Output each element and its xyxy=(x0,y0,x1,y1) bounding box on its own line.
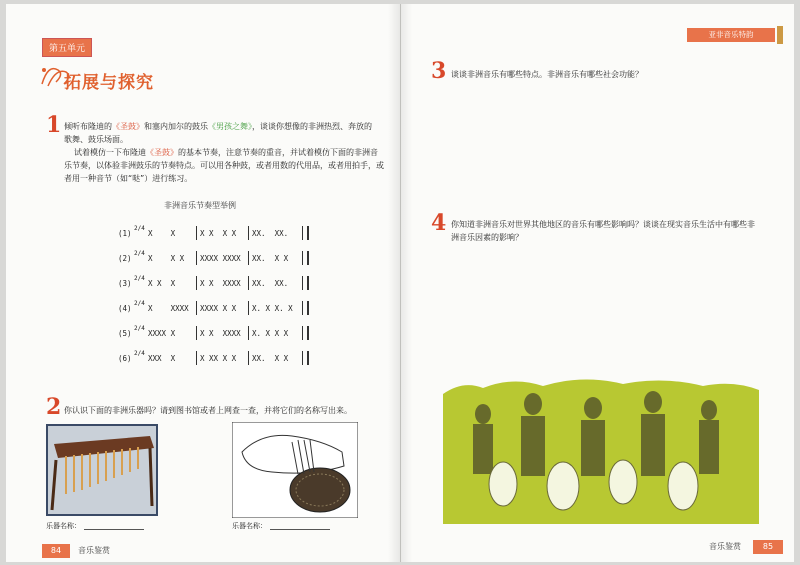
page-number-left: 84 xyxy=(42,544,70,558)
bar-line xyxy=(196,301,197,315)
measure-3: XX. X X xyxy=(252,254,289,263)
measure-3: XX. XX. xyxy=(252,279,289,288)
instrument-2-label: 乐器名称： xyxy=(232,522,267,530)
question-1-text: 倾听布隆迪的《圣鼓》和塞内加尔的鼓乐《男孩之舞》，谈谈你想像的非洲热烈、奔放的 歌舞、鼓乐场面。 试着模仿一下布隆迪《圣鼓》的基本节奏，注意节奏的重音，并试着模仿下面的非洲音 乐节奏，以体验非洲鼓乐的节奏特点。可以用各种鼓，或者用数的代用品，或者用拍手，或 者用一种音节（如“哒”）进行练习。 xyxy=(64,122,384,183)
measure-1: XXX X xyxy=(148,354,176,363)
right-page xyxy=(401,4,794,562)
question-2-text: 你认识下面的非洲乐器吗？请到图书馆或者上网查一查，并将它们的名称写出来。 xyxy=(64,406,352,415)
time-signature: 2/4 xyxy=(134,250,145,257)
measure-1: X XXXX xyxy=(148,304,189,313)
time-signature: 2/4 xyxy=(134,225,145,232)
section-title: 拓展与探究 xyxy=(64,73,154,93)
book-title-right: 音乐鉴赏 xyxy=(709,542,741,551)
time-signature: 2/4 xyxy=(134,350,145,357)
rhythm-row-label: (2) xyxy=(118,254,132,263)
marimba-image xyxy=(46,424,158,516)
bar-line xyxy=(196,276,197,290)
final-bar-line xyxy=(302,326,309,340)
bar-line xyxy=(248,276,249,290)
measure-3: XX. X X xyxy=(252,354,289,363)
page-number-right: 85 xyxy=(753,540,783,554)
rhythm-row xyxy=(118,226,318,240)
instrument-2-blank[interactable] xyxy=(270,528,330,530)
measure-2: X X XXXX xyxy=(200,329,241,338)
measure-3: X. X X X xyxy=(252,329,289,338)
final-bar-line xyxy=(302,351,309,365)
final-bar-line xyxy=(302,301,309,315)
final-bar-line xyxy=(302,226,309,240)
bar-line xyxy=(248,226,249,240)
rhythm-row-label: (5) xyxy=(118,329,132,338)
measure-1: X X X xyxy=(148,279,176,288)
kalimba-drawing xyxy=(232,422,358,518)
measure-3: X. X X. X xyxy=(252,304,293,313)
question-2-number: 2 xyxy=(46,394,62,420)
bar-line xyxy=(248,351,249,365)
question-1-number: 1 xyxy=(46,112,62,138)
bar-line xyxy=(196,226,197,240)
measure-1: X X xyxy=(148,229,176,238)
rhythm-table-title: 非洲音乐节奏型举例 xyxy=(164,201,236,210)
time-signature: 2/4 xyxy=(134,275,145,282)
chapter-header: 亚非音乐特韵 xyxy=(687,28,775,42)
measure-3: XX. XX. xyxy=(252,229,289,238)
rhythm-row xyxy=(118,301,318,315)
measure-2: X X X X xyxy=(200,229,237,238)
measure-2: X X XXXX xyxy=(200,279,241,288)
final-bar-line xyxy=(302,276,309,290)
time-signature: 2/4 xyxy=(134,325,145,332)
african-drummers-photo xyxy=(443,374,759,524)
measure-2: XXXX X X xyxy=(200,304,237,313)
rhythm-row-label: (6) xyxy=(118,354,132,363)
instrument-1-blank[interactable] xyxy=(84,528,144,530)
rhythm-row-label: (4) xyxy=(118,304,132,313)
bar-line xyxy=(248,301,249,315)
header-accent-bar xyxy=(777,26,783,44)
rhythm-row xyxy=(118,276,318,290)
bar-line xyxy=(196,326,197,340)
rhythm-row xyxy=(118,326,318,340)
instrument-1-label: 乐器名称： xyxy=(46,522,81,530)
rhythm-row xyxy=(118,351,318,365)
question-3-text: 谈谈非洲音乐有哪些特点。非洲音乐有哪些社会功能？ xyxy=(451,70,643,79)
book-title-left: 音乐鉴赏 xyxy=(78,546,110,555)
bar-line xyxy=(196,251,197,265)
time-signature: 2/4 xyxy=(134,300,145,307)
question-4-number: 4 xyxy=(431,210,447,236)
bar-line xyxy=(196,351,197,365)
rhythm-row-label: (3) xyxy=(118,279,132,288)
rhythm-row-label: (1) xyxy=(118,229,132,238)
measure-1: X X X xyxy=(148,254,185,263)
measure-1: XXXX X xyxy=(148,329,176,338)
final-bar-line xyxy=(302,251,309,265)
left-page xyxy=(6,4,401,562)
measure-2: X XX X X xyxy=(200,354,237,363)
question-3-number: 3 xyxy=(431,58,447,84)
bar-line xyxy=(248,251,249,265)
rhythm-row xyxy=(118,251,318,265)
bar-line xyxy=(248,326,249,340)
question-4-text: 你知道非洲音乐对世界其他地区的音乐有哪些影响吗？谈谈在现实音乐生活中有哪些非 洲音乐因素的影响？ xyxy=(451,220,755,242)
measure-2: XXXX XXXX xyxy=(200,254,241,263)
unit-tag: 第五单元 xyxy=(42,38,92,57)
